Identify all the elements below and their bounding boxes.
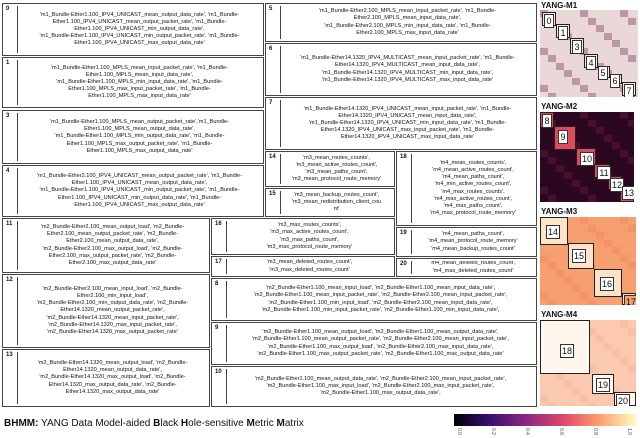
metric-line: 'm1_Bundle-Ether1.100_IPV4_UNICAST_min_output_packet_rate', 'm1_Bundle- — [39, 187, 240, 194]
group-number: 8 — [215, 281, 219, 287]
metric-line: 'm3_max_deleted_routes_count' — [269, 266, 350, 273]
metric-line: 'm1_Bundle-Ether2.100_IPV4_UNICAST_mean_output_packet_rate', 'm1_Bundle- — [36, 173, 242, 180]
group-metrics — [411, 261, 534, 274]
heatmap-cell — [612, 350, 620, 357]
colorbar-tick: 0.4 — [524, 428, 530, 435]
heatmap-cell — [628, 18, 636, 25]
heatmap-cluster-label: 4 — [586, 56, 596, 70]
metric-line: 'm3_max_protocol_route_memory' — [266, 243, 353, 250]
heatmap-cluster-label: 15 — [573, 251, 584, 261]
heatmap-cell — [628, 365, 636, 372]
heatmap-cell — [612, 142, 620, 149]
group-metrics — [280, 46, 534, 93]
heatmap-cell — [548, 262, 556, 269]
heatmap-cluster-label: 11 — [597, 166, 611, 180]
metric-line: Ether1.100_IPV4_UNICAST_min_output_data_rate', 'm1_Bundle- — [57, 194, 222, 201]
caption-part: atrix — [284, 418, 304, 429]
metric-line: 'm1_Bundle-Ether14.1320_IPV4_MULTICAST_min_input_data_rate', — [321, 69, 494, 76]
metric-line: 'm4_min_active_routes_count', — [434, 181, 512, 188]
group-box-1 — [2, 57, 264, 108]
heatmap-cell — [540, 150, 548, 157]
metric-line: 'm2_Bundle-Ether2.100_mean_input_load', 'm2_Bundle- — [42, 286, 183, 293]
heatmap-cell — [580, 85, 588, 92]
metric-line: 'm1_Bundle-Ether1.100_IPV4_UNICAST_min_output_packet_rate', 'm1_Bundle- — [39, 33, 240, 40]
heatmap-cell — [548, 195, 556, 202]
metric-line: Ether14.1320_mean_output_packet_rate', — [60, 307, 165, 314]
heatmap-cluster-label: 14 — [547, 227, 558, 237]
heatmap-cell — [548, 93, 556, 98]
heatmap-cell — [588, 403, 596, 407]
group-metrics — [17, 277, 207, 345]
metric-line: 'm2_Bundle-Ether14.1320_mean_input_packet_rate', — [46, 314, 179, 321]
metric-line: 'm1_Bundle-Ether1.100_MPLS_min_input_data_rate', 'm1_Bundle- — [56, 78, 223, 85]
metric-line: 'm4_mean_backup_routes_count' — [431, 245, 515, 252]
metric-line: 'm4_max_routes_counts', — [441, 188, 505, 195]
heatmap-cell — [540, 48, 548, 55]
metric-line: Ether1.100_IPV4_UNICAST_mean_output_packet_rate', 'm1_Bundle- — [52, 18, 227, 25]
group-metrics — [280, 100, 534, 147]
heatmap-cluster-label: 1 — [558, 26, 568, 40]
group-metrics — [226, 221, 392, 252]
group-box-6 — [265, 43, 537, 96]
metric-line: 'm2_Bundle-Ether1.100_mean_input_load', 'm2_Bundle-Ether1.100_mean_input_data_rate', — [265, 285, 496, 292]
metric-line: Ether1.100_IPV4_UNICAST_min_output_data_rate', — [74, 25, 205, 32]
group-number: 12 — [6, 277, 13, 283]
metric-line: 'm1_Bundle-Ether14.1320_IPV4_MULTICAST_mean_input_packet_rate', 'm1_Bundle- — [300, 55, 515, 62]
metric-line: Ether14.1320_IPV4_UNICAST_mean_input_data_rate', — [338, 112, 477, 119]
group-metrics — [226, 369, 534, 404]
group-metrics — [226, 325, 534, 362]
group-metrics — [17, 168, 261, 214]
metric-line: Ether1.100_MPLS_max_output_data_rate' — [86, 147, 193, 154]
metric-line: Ether14.1320_IPV4_UNICAST_max_input_data_rate' — [340, 134, 475, 141]
group-metrics — [226, 259, 392, 274]
caption-initial: B — [153, 418, 161, 429]
metric-line: 'm1_Bundle-Ether1.100_MPLS_mean_input_packet_rate', 'm1_Bundle- — [50, 64, 229, 71]
heatmap-cell — [580, 395, 588, 402]
heatmap-cell — [620, 112, 628, 119]
heatmap-cell — [548, 300, 556, 306]
metric-line: 'm2_Bundle-Ether14.1320_max_input_packet_rate', — [48, 321, 177, 328]
metric-line: 'm4_mean_active_routes_count', — [432, 167, 514, 174]
group-box-14 — [265, 151, 395, 187]
metric-line: 'm4_mean_paths_count', — [441, 174, 505, 181]
figure-caption — [4, 418, 304, 429]
heatmap-cell — [628, 55, 636, 62]
colorbar-tick: 1.0 — [626, 428, 632, 435]
group-box-0 — [2, 3, 264, 56]
group-number: 14 — [269, 154, 276, 160]
heatmap-m3 — [540, 217, 636, 305]
heatmap-title-m3: YANG-M3 — [541, 207, 578, 216]
heatmap-m2 — [540, 112, 634, 202]
heatmap-cell — [540, 187, 548, 194]
heatmap-cluster-label: 7 — [624, 84, 634, 97]
metric-line: Ether14.1320_max_output_data_rate' — [65, 388, 160, 395]
metric-line: Ether1.100_IPV4_UNICAST_max_output_data_rate' — [74, 40, 205, 47]
metric-line: 'm4_mean_deleted_routes_count', — [430, 261, 516, 267]
metric-line: 'm2_Bundle-Ether2.100_min_output_data_rate', 'm2_Bundle- — [36, 300, 189, 307]
heatmap-cell — [596, 335, 604, 342]
colorbar-tick: 0.6 — [558, 428, 564, 435]
group-box-13 — [2, 349, 210, 407]
heatmap-cell — [620, 255, 628, 262]
metric-line: Ether1.100_IPV4_UNICAST_mean_output_data_rate', — [71, 180, 208, 187]
metric-line: 'm1_Bundle-Ether14.1320_IPV4_MULTICAST_max_input_data_rate' — [321, 76, 494, 83]
group-box-8 — [211, 278, 537, 321]
metric-line: Ether14.1320_max_output_data_rate', 'm2_Bundle- — [48, 381, 177, 388]
heatmap-cell — [588, 225, 596, 232]
heatmap-cell — [580, 187, 588, 194]
group-box-3 — [2, 110, 264, 164]
metric-line: 'm3_max_active_routes_count', — [270, 229, 349, 236]
metric-line: 'm1_Bundle-Ether1.100_IPV4_UNICAST_mean_output_data_rate', 'm1_Bundle- — [39, 11, 240, 18]
metric-line: 'm1_Bundle-Ether2.100_MPLS_mean_input_packet_rate', 'm1_Bundle- — [318, 8, 497, 15]
heatmap-cell — [596, 232, 604, 239]
metric-line: 'm2_Bundle-Ether2.100_max_output_load', 'm2_Bundle- — [42, 245, 183, 252]
metric-line: 'm2_Bundle-Ether14.1320_mean_output_load', 'm2_Bundle- — [37, 360, 188, 367]
group-number: 20 — [400, 261, 407, 267]
metric-line: 'm2_Bundle-Ether1.100_mean_input_packet_rate', 'm2_Bundle-Ether2.100_mean_input_packet_rate', — [253, 292, 508, 299]
heatmap-cell — [540, 395, 548, 402]
metric-line: 'm1_Bundle-Ether14.1320_IPV4_UNICAST_mean_input_packet_rate', 'm1_Bundle- — [303, 105, 512, 112]
group-number: 10 — [215, 369, 222, 375]
group-number: 5 — [269, 6, 273, 12]
heatmap-cluster-label: 0 — [544, 14, 554, 28]
metric-line: 'm3_max_routes_counts', — [277, 222, 342, 229]
metric-line: Ether2.100_MPLS_mean_input_data_rate', — [353, 15, 462, 22]
caption-part: YANG Data Model-aided — [38, 418, 154, 429]
metric-line: 'm2_Bundle-Ether1.100_max_output_packet_rate', 'm2_Bundle-Ether1.100_max_output_data_rate' — [257, 350, 504, 357]
metric-line: 'm3_mean_protocol_route_memory' — [291, 176, 382, 183]
heatmap-cell — [604, 343, 612, 350]
heatmap-cell — [588, 18, 596, 25]
metric-line: 'm2_Bundle-Ether1.100_min_input_packet_rate', 'm2_Bundle-Ether1.100_min_input_data_rate', — [261, 306, 500, 313]
heatmap-cell — [588, 93, 596, 98]
heatmap-cluster-label: 8 — [542, 114, 552, 128]
metric-line: 'm4_mean_paths_count', — [441, 231, 505, 238]
group-box-10 — [211, 366, 537, 407]
metric-line: Ether2.100_MPLS_max_input_data_rate' — [356, 29, 459, 36]
group-metrics — [17, 352, 207, 404]
metric-line: 'm4_max_protocol_route_memory' — [430, 209, 516, 216]
metric-line: Ether1.100_MPLS_mean_input_data_rate', — [85, 71, 194, 78]
metric-line: Ether1.100_MPLS_max_input_data_rate' — [88, 93, 191, 100]
heatmap-cluster-label: 3 — [572, 40, 582, 54]
metric-line: 'm3_mean_paths_count', — [305, 169, 368, 175]
heatmap-cell — [604, 240, 612, 247]
heatmap-cell — [620, 150, 628, 157]
group-box-5 — [265, 3, 537, 42]
group-number: 9 — [215, 325, 219, 331]
group-metrics — [17, 6, 261, 53]
heatmap-cell — [540, 292, 548, 299]
group-number: 1 — [6, 60, 10, 66]
metric-line: Ether2.100_mean_output_packet_rate', 'm2_Bundle- — [47, 231, 178, 238]
heatmap-cell — [588, 195, 596, 202]
heatmap-cell — [628, 225, 636, 232]
group-box-17 — [211, 256, 395, 277]
heatmap-cell — [588, 120, 596, 127]
metric-line: Ether14.1320_IPV4_MULTICAST_mean_input_data_rate', — [335, 62, 480, 69]
metric-line: Ether2.100_max_output_packet_rate', 'm2_Bundle- — [48, 252, 177, 259]
group-number: 17 — [215, 259, 222, 265]
metric-line: 'm2_Bundle-Ether1.100_max_output_data_rate', — [320, 390, 441, 397]
heatmap-cell — [580, 10, 588, 17]
heatmap-cell — [548, 403, 556, 407]
group-box-11 — [2, 218, 210, 273]
heatmap-cell — [604, 33, 612, 40]
group-box-4 — [2, 165, 264, 217]
metric-line: 'm4_mean_routes_counts', — [439, 160, 507, 167]
metric-line: 'm1_Bundle-Ether1.100_MPLS_mean_output_packet_rate','m1_Bundle- — [50, 119, 229, 126]
group-number: 4 — [6, 168, 10, 174]
metric-line: 'm3_mean_active_routes_count', — [295, 161, 378, 168]
metric-line: 'm3_mean_redistribution_client_cou — [291, 198, 382, 205]
heatmap-cell — [564, 70, 572, 77]
group-number: 15 — [269, 191, 276, 197]
group-box-20 — [396, 258, 537, 277]
group-metrics — [17, 60, 261, 105]
group-number: 3 — [6, 113, 10, 119]
heatmap-cluster-label: 10 — [581, 154, 592, 164]
metric-line: 'm2_Bundle-Ether1.100_mean_output_packet_rate', 'm2_Bundle-Ether2.100_mean_input_packet_rate', — [252, 336, 509, 343]
heatmap-cluster-label: 19 — [597, 380, 608, 390]
heatmap-cell — [564, 277, 572, 284]
metric-line: Ether1.100_MPLS_mean_output_data_rate', — [84, 126, 195, 133]
heatmap-cluster-label: 6 — [610, 74, 620, 88]
caption-lead: BHMM: — [4, 418, 39, 429]
heatmap-cell — [572, 180, 580, 187]
heatmap-cell — [580, 112, 588, 119]
caption-part: etric — [254, 418, 277, 429]
metric-line: Ether1.100_MPLS_max_input_packet_rate', 'm1_Bundle- — [68, 86, 211, 93]
heatmap-cell — [628, 328, 636, 335]
group-number: 19 — [400, 230, 407, 236]
metric-line: 'm1_Bundle-Ether2.100_MPLS_min_input_data_rate', 'm1_Bundle- — [324, 22, 491, 29]
group-metrics — [226, 281, 534, 318]
heatmap-cell — [620, 48, 628, 55]
caption-part: ole-sensitive — [188, 418, 247, 429]
heatmap-cell — [556, 165, 564, 172]
group-number: 6 — [269, 46, 273, 52]
metric-line: 'm2_Bundle-Ether1.100_min_input_load', 'm2_Bundle-Ether2.100_mean_input_data_rate', — [268, 299, 493, 306]
group-box-9 — [211, 322, 537, 365]
metric-line: 'm2_Bundle-Ether2.100_mean_output_load', 'm2_Bundle- — [40, 224, 185, 231]
metric-line: 'm2_Bundle-Ether1.100_max_output_load', 'm2_Bundle-Ether2.100_max_input_data_rate', — [267, 343, 494, 350]
metric-line: 'm2_Bundle-Ether1.100_max_input_load', 'm2_Bundle-Ether2.100_max_input_packet_rate', — [266, 382, 495, 389]
heatmap-cell — [572, 78, 580, 85]
heatmap-cell — [628, 157, 634, 164]
heatmap-cell — [556, 63, 564, 70]
metric-line: 'm1_Bundle-Ether1.100_MPLS_min_output_data_rate', 'm1_Bundle- — [54, 133, 225, 140]
group-box-19 — [396, 227, 537, 257]
heatmap-cell — [620, 358, 628, 365]
colorbar-tick: 0.0 — [456, 428, 462, 435]
metric-line: Ether1.100_IPV4_UNICAST_max_output_data_rate' — [74, 201, 205, 208]
metric-line: Ether1.100_MPLS_max_output_packet_rate', 'm1_Bundle- — [66, 140, 213, 147]
heatmap-cell — [556, 270, 564, 277]
heatmap-cluster-label: 17 — [624, 295, 636, 305]
heatmap-cell — [548, 55, 556, 62]
heatmap-cluster-label: 9 — [558, 130, 568, 144]
heatmap-cell — [548, 157, 556, 164]
group-metrics — [17, 221, 207, 270]
metric-line: Ether14.1320_IPV4_UNICAST_max_input_packet_rate', 'm1_Bundle- — [320, 127, 495, 134]
heatmap-cell — [612, 247, 620, 254]
heatmap-cluster-label: 13 — [623, 188, 634, 198]
metric-line: Ether14.1320_mean_output_data_rate', — [63, 367, 162, 374]
heatmap-cell — [540, 255, 548, 262]
metric-line: 'm4_max_paths_count', — [443, 202, 503, 209]
metric-line: 'm1_Bundle-Ether14.1320_IPV4_UNICAST_min_input_data_rate', 'm1_Bundle- — [308, 119, 507, 126]
metric-line: 'm4_max_active_routes_count', — [433, 195, 513, 202]
group-metrics — [280, 154, 392, 184]
heatmap-m4 — [540, 320, 636, 406]
caption-initial: M — [246, 418, 255, 429]
group-box-7 — [265, 97, 537, 150]
colorbar-tick: 0.2 — [490, 428, 496, 435]
heatmap-cluster-label: 16 — [601, 279, 612, 289]
caption-part: lack — [160, 418, 181, 429]
heatmap-cell — [580, 292, 588, 299]
heatmap-cell — [596, 25, 604, 32]
heatmap-cell — [620, 10, 628, 17]
heatmap-cell — [628, 262, 636, 269]
metric-line: nt' — [333, 206, 340, 213]
heatmap-cell — [564, 172, 572, 179]
group-metrics — [411, 154, 534, 223]
group-box-18 — [396, 151, 537, 226]
group-number: 7 — [269, 100, 273, 106]
heatmap-cell — [572, 388, 580, 395]
group-number: 16 — [215, 221, 222, 227]
heatmap-title-m4: YANG-M4 — [541, 310, 578, 319]
group-box-15 — [265, 188, 395, 217]
metric-line: 'm2_Bundle-Ether1.100_mean_output_data_rate', 'm2_Bundle-Ether2.100_mean_input_packet_rate', — [254, 375, 507, 382]
metric-line: 'm4_mean_protocol_route_memory' — [428, 238, 518, 245]
metric-line: Ether2.100_mean_output_data_rate', — [66, 238, 159, 245]
metric-line: 'm3_mean_backup_routes_count', — [293, 191, 380, 198]
colorbar-tick: 0.8 — [592, 428, 598, 435]
heatmap-cell — [612, 40, 620, 47]
metric-line: 'm2_Bundle-Ether14.1320_max_output_load', 'm2_Bundle- — [39, 374, 186, 381]
caption-initial: H — [180, 418, 189, 429]
heatmap-title-m2: YANG-M2 — [541, 102, 578, 111]
heatmap-cell — [564, 380, 572, 387]
heatmap-cluster-label: 20 — [617, 396, 628, 406]
heatmap-m1 — [540, 10, 638, 97]
metric-line: Ether2.100_max_output_data_rate' — [68, 259, 157, 266]
heatmap-cell — [588, 300, 596, 306]
heatmap-cell — [620, 217, 628, 224]
heatmap-cell — [628, 120, 634, 127]
group-metrics — [17, 113, 261, 161]
metric-line: 'm2_Bundle-Ether14.1320_max_output_packet_rate' — [47, 328, 178, 335]
heatmap-cluster-label: 18 — [561, 346, 572, 356]
metric-line: 'm4_max_deleted_routes_count' — [432, 267, 514, 274]
heatmap-cell — [580, 217, 588, 224]
heatmap-cell — [604, 135, 612, 142]
heatmap-cluster-label: 5 — [598, 66, 608, 80]
metric-line: 'm3_mean_routes_counts', — [303, 154, 370, 161]
caption-initial: M — [276, 418, 285, 429]
group-number: 11 — [6, 221, 13, 227]
metric-line: 'm3_mean_deleted_routes_count', — [266, 259, 353, 266]
group-number: 13 — [6, 352, 13, 358]
group-number: 18 — [400, 154, 407, 160]
group-metrics — [280, 6, 534, 39]
group-box-16 — [211, 218, 395, 255]
group-number: 0 — [6, 6, 10, 12]
metric-line: Ether2.100_min_input_load', — [76, 293, 149, 300]
colorbar — [454, 414, 636, 426]
heatmap-cluster-label: 12 — [611, 180, 622, 190]
group-box-12 — [2, 274, 210, 348]
metric-line: 'm2_Bundle-Ether1.100_mean_output_load', 'm2_Bundle-Ether1.100_mean_output_data_rate', — [262, 329, 499, 336]
heatmap-cell — [572, 285, 580, 292]
group-metrics — [280, 191, 392, 214]
heatmap-title-m1: YANG-M1 — [541, 1, 578, 10]
metric-line: 'm3_max_paths_count', — [280, 236, 339, 243]
heatmap-cell — [540, 85, 548, 92]
heatmap-cell — [620, 320, 628, 327]
heatmap-cell — [596, 127, 604, 134]
group-metrics — [411, 230, 534, 254]
